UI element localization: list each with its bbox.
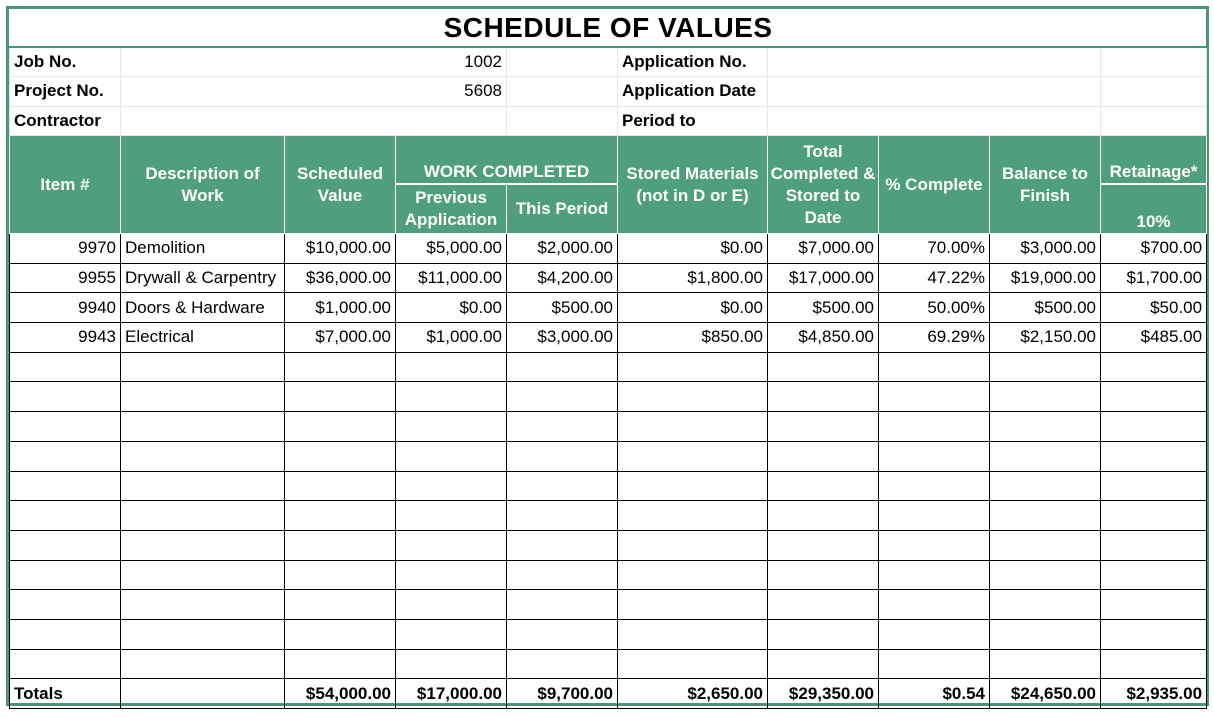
empty-cell[interactable] [121,471,285,501]
totals-stored[interactable]: $2,650.00 [618,679,768,709]
empty-cell[interactable] [121,590,285,620]
table-row [10,323,1207,353]
table-row [10,263,1207,293]
empty-cell[interactable] [396,530,507,560]
info-spacer-cell[interactable] [507,106,618,136]
cell-retainage[interactable]: $485.00 [1101,323,1207,353]
cell-percent-complete[interactable]: 47.22% [879,263,990,293]
header-item: Item # [10,136,121,234]
project-no-cell[interactable]: 5608 [121,77,507,107]
cell-balance-to-finish[interactable]: $2,150.00 [990,323,1101,353]
cell-stored-materials[interactable]: $0.00 [618,234,768,264]
cell-total-completed[interactable]: $500.00 [768,293,879,323]
cell-item[interactable]: 9955 [10,263,121,293]
empty-cell[interactable] [121,412,285,442]
empty-cell[interactable] [879,471,990,501]
cell-balance-to-finish[interactable]: $19,000.00 [990,263,1101,293]
cell-retainage[interactable]: $50.00 [1101,293,1207,323]
totals-total[interactable]: $29,350.00 [768,679,879,709]
empty-cell[interactable] [990,352,1101,382]
schedule-of-values-sheet [6,6,1209,706]
empty-row [10,649,1207,679]
application-no-label: Application No. [618,47,768,77]
empty-cell[interactable] [507,412,618,442]
empty-cell[interactable] [10,382,121,412]
header-work-completed: WORK COMPLETED [396,136,618,184]
empty-cell[interactable] [121,619,285,649]
cell-scheduled-value[interactable]: $7,000.00 [285,323,396,353]
empty-cell[interactable] [396,590,507,620]
totals-retainage[interactable]: $2,935.00 [1101,679,1207,709]
empty-cell[interactable] [990,412,1101,442]
info-spacer-cell[interactable] [1101,77,1207,107]
empty-cell[interactable] [507,649,618,679]
empty-cell[interactable] [1101,441,1207,471]
empty-cell[interactable] [396,619,507,649]
cell-this-period[interactable]: $2,000.00 [507,234,618,264]
cell-percent-complete[interactable]: 70.00% [879,234,990,264]
empty-cell[interactable] [990,649,1101,679]
empty-cell[interactable] [10,649,121,679]
table-row [10,293,1207,323]
application-date-label: Application Date [618,77,768,107]
cell-total-completed[interactable]: $7,000.00 [768,234,879,264]
empty-cell[interactable] [396,560,507,590]
empty-cell[interactable] [990,382,1101,412]
empty-row [10,382,1207,412]
sheet-title: SCHEDULE OF VALUES [10,9,1207,47]
cell-previous-application[interactable]: $0.00 [396,293,507,323]
empty-cell[interactable] [768,560,879,590]
empty-cell[interactable] [396,412,507,442]
cell-balance-to-finish[interactable]: $500.00 [990,293,1101,323]
cell-description[interactable]: Doors & Hardware [121,293,285,323]
cell-scheduled-value[interactable]: $10,000.00 [285,234,396,264]
empty-cell[interactable] [879,560,990,590]
empty-cell[interactable] [10,560,121,590]
empty-cell[interactable] [121,649,285,679]
header-total-completed: Total Completed & Stored to Date [768,136,879,234]
cell-retainage[interactable]: $700.00 [1101,234,1207,264]
header-percent-complete: % Complete [879,136,990,234]
empty-row [10,471,1207,501]
empty-row [10,590,1207,620]
cell-previous-application[interactable]: $11,000.00 [396,263,507,293]
empty-cell[interactable] [990,441,1101,471]
empty-cell[interactable] [879,649,990,679]
schedule-table [9,9,1207,709]
cell-scheduled-value[interactable]: $36,000.00 [285,263,396,293]
info-spacer-cell[interactable] [507,77,618,107]
empty-cell[interactable] [507,471,618,501]
project-no-label: Project No. [10,77,121,107]
empty-cell[interactable] [1101,352,1207,382]
empty-cell[interactable] [768,590,879,620]
info-spacer-cell[interactable] [1101,106,1207,136]
empty-cell[interactable] [285,619,396,649]
empty-cell[interactable] [1101,619,1207,649]
cell-percent-complete[interactable]: 69.29% [879,323,990,353]
empty-cell[interactable] [285,352,396,382]
empty-cell[interactable] [990,560,1101,590]
header-description: Description of Work [121,136,285,234]
empty-cell[interactable] [618,501,768,531]
empty-cell[interactable] [507,441,618,471]
empty-cell[interactable] [285,441,396,471]
empty-cell[interactable] [10,619,121,649]
header-previous-application: Previous Application [396,184,507,234]
empty-cell[interactable] [396,352,507,382]
empty-cell[interactable] [879,412,990,442]
info-spacer-cell[interactable] [507,47,618,77]
empty-cell[interactable] [768,501,879,531]
contractor-cell[interactable] [121,106,507,136]
empty-cell[interactable] [10,501,121,531]
empty-cell[interactable] [285,649,396,679]
empty-cell[interactable] [879,501,990,531]
empty-cell[interactable] [1101,590,1207,620]
empty-cell[interactable] [879,619,990,649]
totals-balance[interactable]: $24,650.00 [990,679,1101,709]
cell-stored-materials[interactable]: $1,800.00 [618,263,768,293]
empty-cell[interactable] [285,590,396,620]
empty-cell[interactable] [768,619,879,649]
empty-cell[interactable] [879,590,990,620]
empty-cell[interactable] [121,560,285,590]
empty-row [10,501,1207,531]
empty-cell[interactable] [121,441,285,471]
line-items [10,234,1207,679]
empty-cell[interactable] [879,352,990,382]
totals-label: Totals [10,679,121,709]
cell-description[interactable]: Demolition [121,234,285,264]
empty-cell[interactable] [10,412,121,442]
empty-cell[interactable] [507,352,618,382]
header-stored-materials: Stored Materials (not in D or E) [618,136,768,234]
header-this-period: This Period [507,184,618,234]
empty-cell[interactable] [507,382,618,412]
empty-cell[interactable] [396,501,507,531]
empty-cell[interactable] [285,530,396,560]
cell-scheduled-value[interactable]: $1,000.00 [285,293,396,323]
cell-this-period[interactable]: $4,200.00 [507,263,618,293]
empty-cell[interactable] [121,352,285,382]
totals-blank-cell[interactable] [121,679,285,709]
cell-total-completed[interactable]: $4,850.00 [768,323,879,353]
cell-percent-complete[interactable]: 50.00% [879,293,990,323]
empty-cell[interactable] [10,471,121,501]
empty-cell[interactable] [396,441,507,471]
empty-cell[interactable] [879,382,990,412]
empty-cell[interactable] [618,619,768,649]
header-retainage: Retainage* [1101,136,1207,184]
empty-cell[interactable] [768,649,879,679]
empty-cell[interactable] [768,412,879,442]
cell-retainage[interactable]: $1,700.00 [1101,263,1207,293]
empty-cell[interactable] [768,441,879,471]
empty-cell[interactable] [1101,501,1207,531]
empty-cell[interactable] [618,382,768,412]
contractor-label: Contractor [10,106,121,136]
empty-cell[interactable] [990,471,1101,501]
empty-cell[interactable] [121,501,285,531]
empty-cell[interactable] [618,471,768,501]
empty-cell[interactable] [396,382,507,412]
empty-cell[interactable] [618,352,768,382]
empty-cell[interactable] [768,382,879,412]
empty-cell[interactable] [10,590,121,620]
empty-cell[interactable] [507,619,618,649]
empty-row [10,412,1207,442]
empty-cell[interactable] [507,590,618,620]
period-to-label: Period to [618,106,768,136]
empty-cell[interactable] [121,530,285,560]
empty-cell[interactable] [768,352,879,382]
empty-cell[interactable] [618,560,768,590]
empty-row [10,530,1207,560]
period-to-cell[interactable] [768,106,1101,136]
empty-cell[interactable] [879,530,990,560]
empty-cell[interactable] [618,412,768,442]
empty-cell[interactable] [768,471,879,501]
empty-cell[interactable] [285,382,396,412]
empty-cell[interactable] [285,412,396,442]
empty-cell[interactable] [285,560,396,590]
info-spacer-cell[interactable] [1101,47,1207,77]
empty-cell[interactable] [285,501,396,531]
empty-cell[interactable] [990,619,1101,649]
job-no-cell[interactable]: 1002 [121,47,507,77]
cell-total-completed[interactable]: $17,000.00 [768,263,879,293]
application-date-cell[interactable] [768,77,1101,107]
totals-percent[interactable]: $0.54 [879,679,990,709]
empty-cell[interactable] [1101,382,1207,412]
empty-cell[interactable] [1101,412,1207,442]
empty-cell[interactable] [618,649,768,679]
empty-cell[interactable] [507,501,618,531]
cell-description[interactable]: Electrical [121,323,285,353]
totals-scheduled[interactable]: $54,000.00 [285,679,396,709]
cell-balance-to-finish[interactable]: $3,000.00 [990,234,1101,264]
empty-cell[interactable] [1101,471,1207,501]
empty-cell[interactable] [285,471,396,501]
totals-this-period[interactable]: $9,700.00 [507,679,618,709]
empty-cell[interactable] [1101,560,1207,590]
empty-row [10,352,1207,382]
empty-cell[interactable] [121,382,285,412]
empty-cell[interactable] [507,560,618,590]
header-retainage-rate: 10% [1101,184,1207,234]
empty-cell[interactable] [990,590,1101,620]
cell-previous-application[interactable]: $1,000.00 [396,323,507,353]
totals-previous[interactable]: $17,000.00 [396,679,507,709]
empty-cell[interactable] [396,649,507,679]
cell-item[interactable]: 9940 [10,293,121,323]
empty-cell[interactable] [1101,530,1207,560]
header-scheduled-value: Scheduled Value [285,136,396,234]
cell-description[interactable]: Drywall & Carpentry [121,263,285,293]
cell-previous-application[interactable]: $5,000.00 [396,234,507,264]
job-no-label: Job No. [10,47,121,77]
table-row [10,234,1207,264]
empty-cell[interactable] [618,590,768,620]
cell-this-period[interactable]: $3,000.00 [507,323,618,353]
empty-cell[interactable] [10,352,121,382]
empty-row [10,619,1207,649]
empty-row [10,441,1207,471]
empty-cell[interactable] [618,530,768,560]
empty-cell[interactable] [879,441,990,471]
empty-cell[interactable] [396,471,507,501]
application-no-cell[interactable] [768,47,1101,77]
empty-cell[interactable] [768,530,879,560]
cell-item[interactable]: 9943 [10,323,121,353]
totals-row [10,679,1207,709]
cell-this-period[interactable]: $500.00 [507,293,618,323]
empty-cell[interactable] [990,530,1101,560]
cell-item[interactable]: 9970 [10,234,121,264]
empty-cell[interactable] [1101,649,1207,679]
empty-cell[interactable] [618,441,768,471]
empty-cell[interactable] [10,441,121,471]
empty-cell[interactable] [10,530,121,560]
cell-stored-materials[interactable]: $850.00 [618,323,768,353]
empty-cell[interactable] [507,530,618,560]
empty-cell[interactable] [990,501,1101,531]
header-balance-to-finish: Balance to Finish [990,136,1101,234]
cell-stored-materials[interactable]: $0.00 [618,293,768,323]
empty-row [10,560,1207,590]
